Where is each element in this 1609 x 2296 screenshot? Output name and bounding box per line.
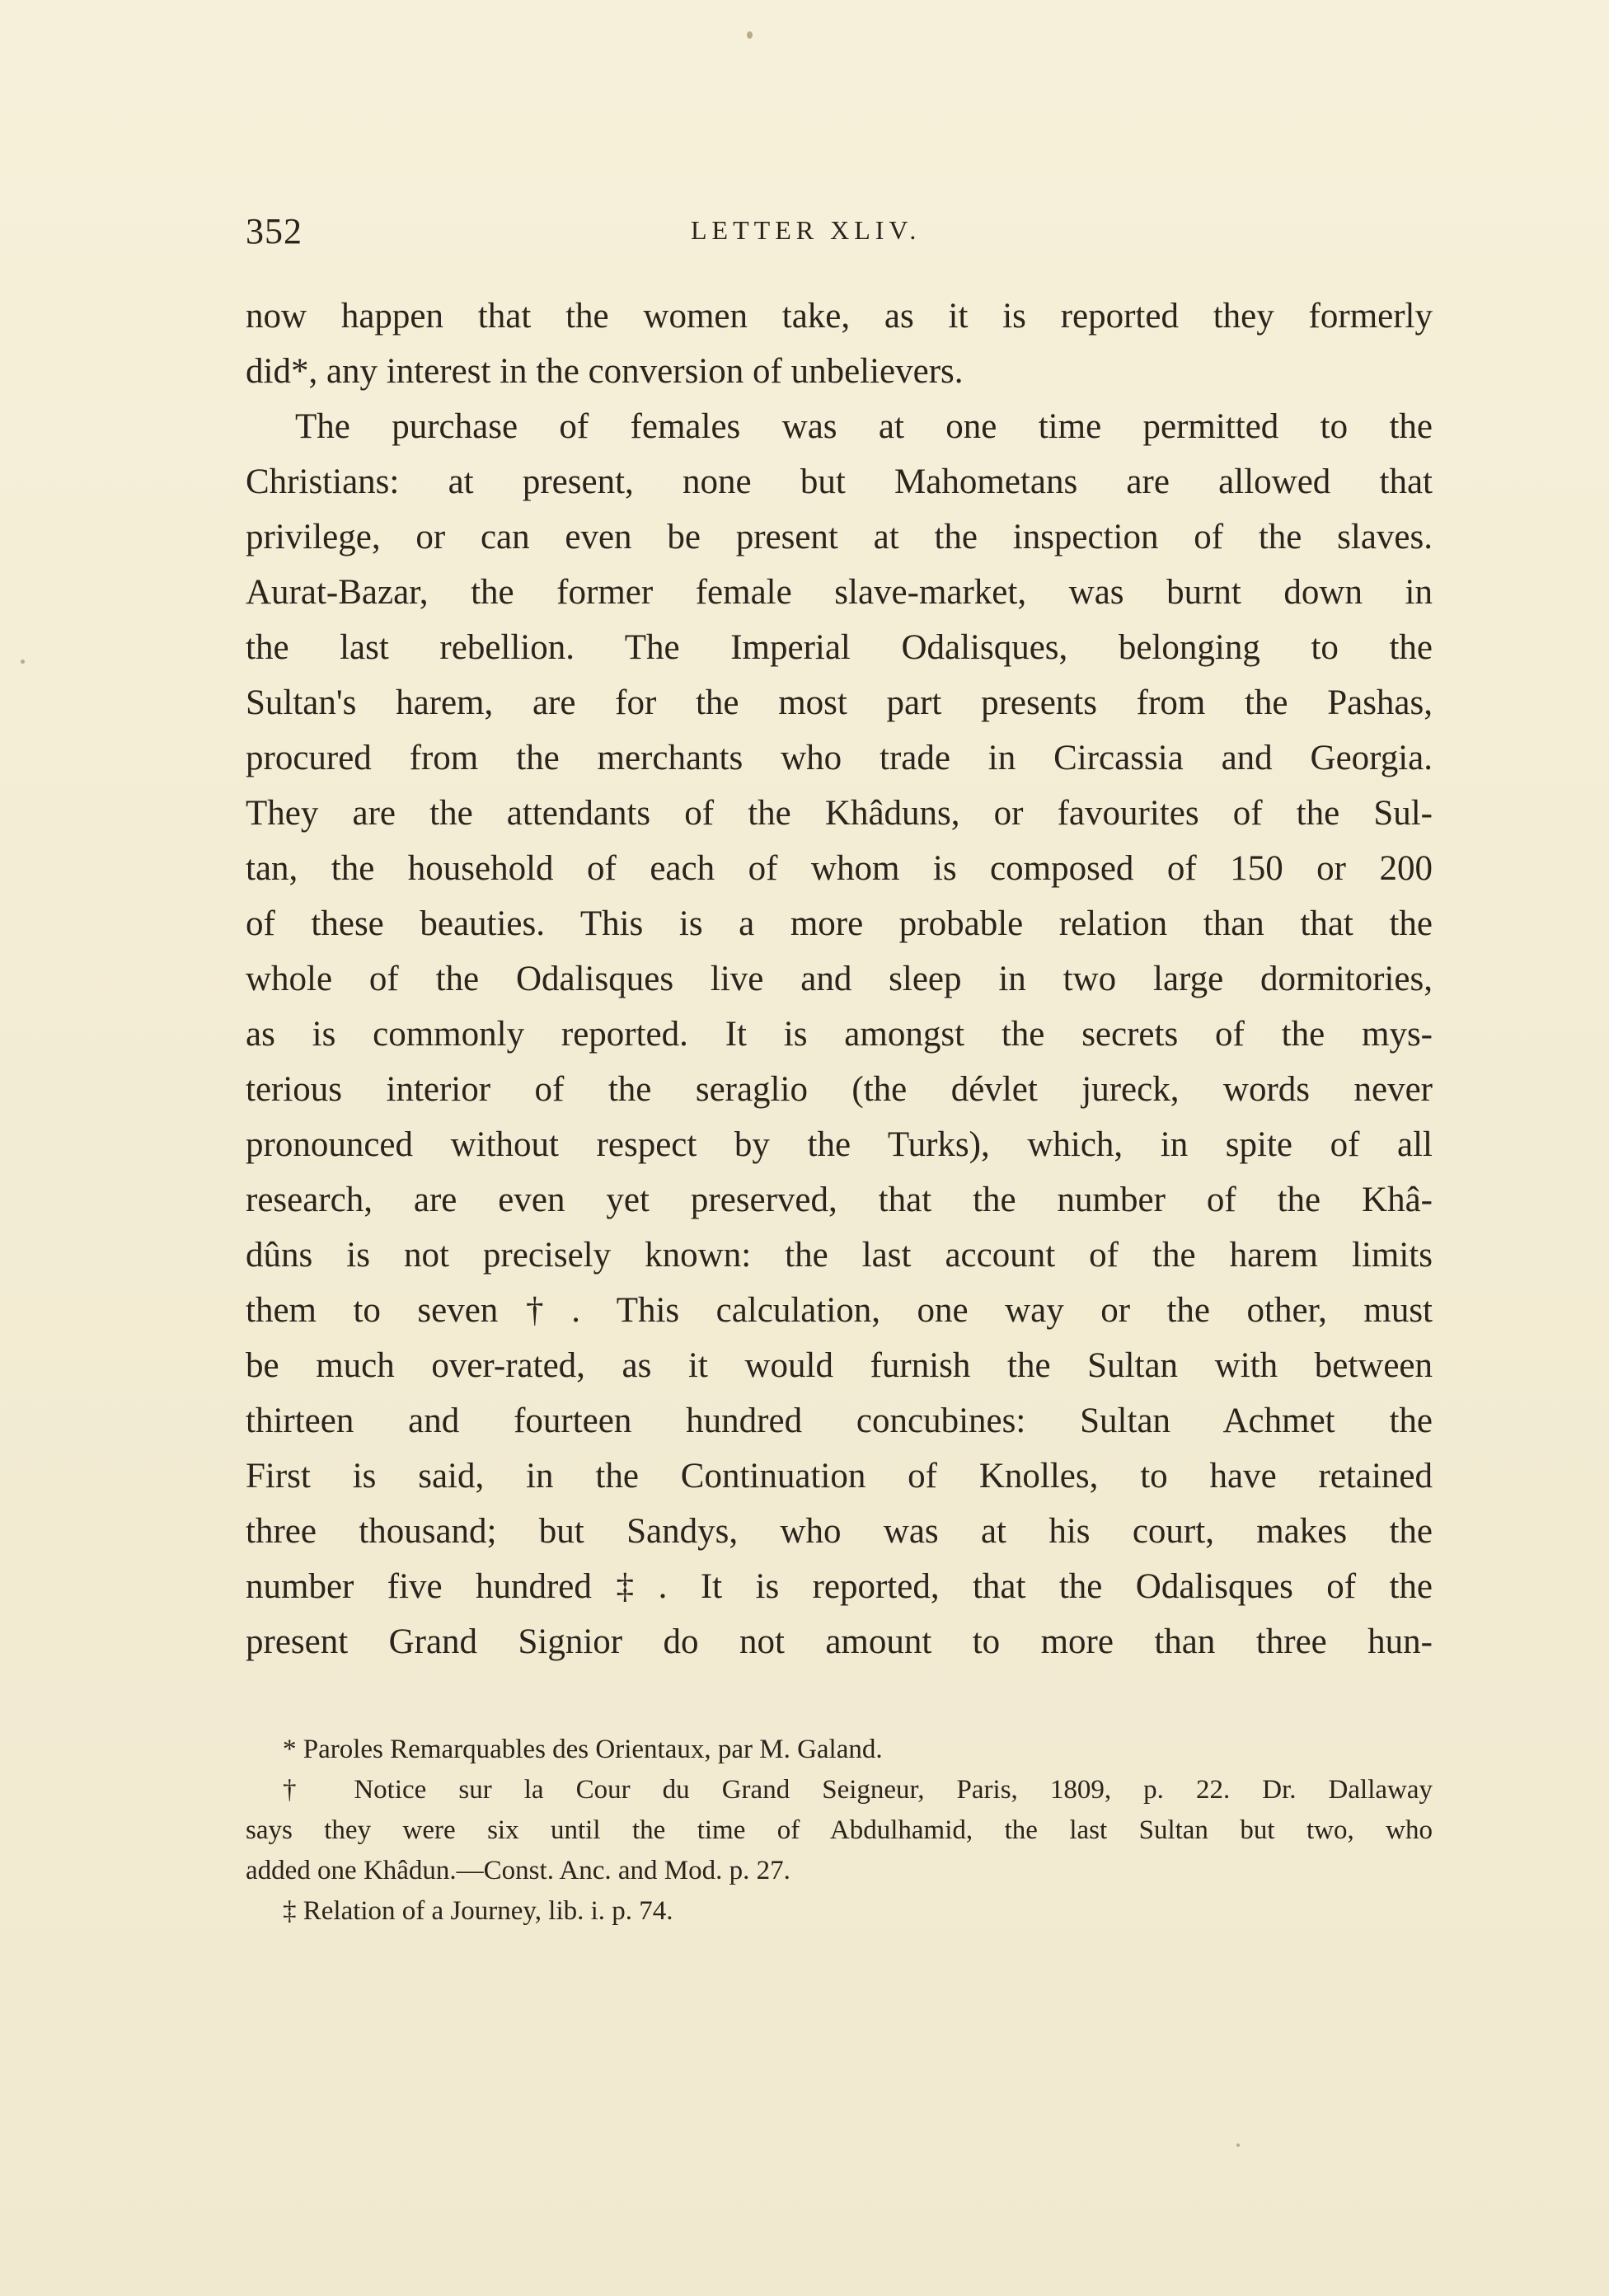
footnotes xyxy=(246,1730,1433,1932)
text-line: tan, the household of each of whom is composed of 150 or 200 xyxy=(246,849,1433,888)
page-number: 352 xyxy=(246,211,303,251)
text-line: privilege, or can even be present at the inspection of the slaves. xyxy=(246,518,1433,556)
paper-speck xyxy=(21,660,25,664)
text-line: as is commonly reported. It is amongst the secrets of the mys- xyxy=(246,1015,1433,1054)
footnote-line: * Paroles Remarquables des Orientaux, par M. Galand. xyxy=(283,1735,883,1764)
body-text xyxy=(246,289,1433,1669)
text-line: Sultan's harem, are for the most part presents from the Pashas, xyxy=(246,683,1433,722)
text-line: They are the attendants of the Khâduns, or favourites of the Sul- xyxy=(246,794,1433,833)
paper-speck xyxy=(747,31,753,39)
text-line: procured from the merchants who trade in Circassia and Georgia. xyxy=(246,739,1433,777)
text-line: pronounced without respect by the Turks), which, in spite of all xyxy=(246,1125,1433,1164)
running-title: LETTER XLIV. xyxy=(691,215,922,245)
text-line: research, are even yet preserved, that the number of the Khâ- xyxy=(246,1181,1433,1219)
text-line: First is said, in the Continuation of Knolles, to have retained xyxy=(246,1457,1433,1495)
text-line: now happen that the women take, as it is reported they formerly xyxy=(246,297,1433,336)
text-line: did*, any interest in the conversion of unbelievers. xyxy=(246,352,964,391)
text-line: the last rebellion. The Imperial Odalisques, belonging to the xyxy=(246,628,1433,667)
text-line: whole of the Odalisques live and sleep in two large dormitories, xyxy=(246,960,1433,998)
text-line: them to seven†. This calculation, one way or the other, must xyxy=(246,1291,1433,1330)
text-line: of these beauties. This is a more probable relation than that the xyxy=(246,904,1433,943)
text-line: Christians: at present, none but Mahometans are allowed that xyxy=(246,462,1433,501)
page-header xyxy=(246,210,1433,260)
text-line: number five hundred‡. It is reported, that the Odalisques of the xyxy=(246,1567,1433,1606)
text-line: thirteen and fourteen hundred concubines: Sultan Achmet the xyxy=(246,1402,1433,1440)
text-line: dûns is not precisely known: the last account of the harem limits xyxy=(246,1236,1433,1275)
text-line: The purchase of females was at one time permitted to the xyxy=(295,407,1433,446)
text-line: terious interior of the seraglio (the dévlet jureck, words never xyxy=(246,1070,1433,1109)
text-line: be much over-rated, as it would furnish the Sultan with between xyxy=(246,1346,1433,1385)
footnote-line: says they were six until the time of Abdulhamid, the last Sultan but two, who xyxy=(246,1815,1433,1845)
footnote-line: † Notice sur la Cour du Grand Seigneur, Paris, 1809, p. 22. Dr. Dallaway xyxy=(283,1775,1433,1805)
paper-speck xyxy=(1236,2143,1240,2147)
text-line: present Grand Signior do not amount to more than three hun- xyxy=(246,1622,1433,1661)
text-line: three thousand; but Sandys, who was at his court, makes the xyxy=(246,1512,1433,1551)
footnote-line: ‡ Relation of a Journey, lib. i. p. 74. xyxy=(283,1896,673,1926)
text-line: Aurat-Bazar, the former female slave-market, was burnt down in xyxy=(246,573,1433,612)
footnote-line: added one Khâdun.—Const. Anc. and Mod. p. 27. xyxy=(246,1856,790,1885)
